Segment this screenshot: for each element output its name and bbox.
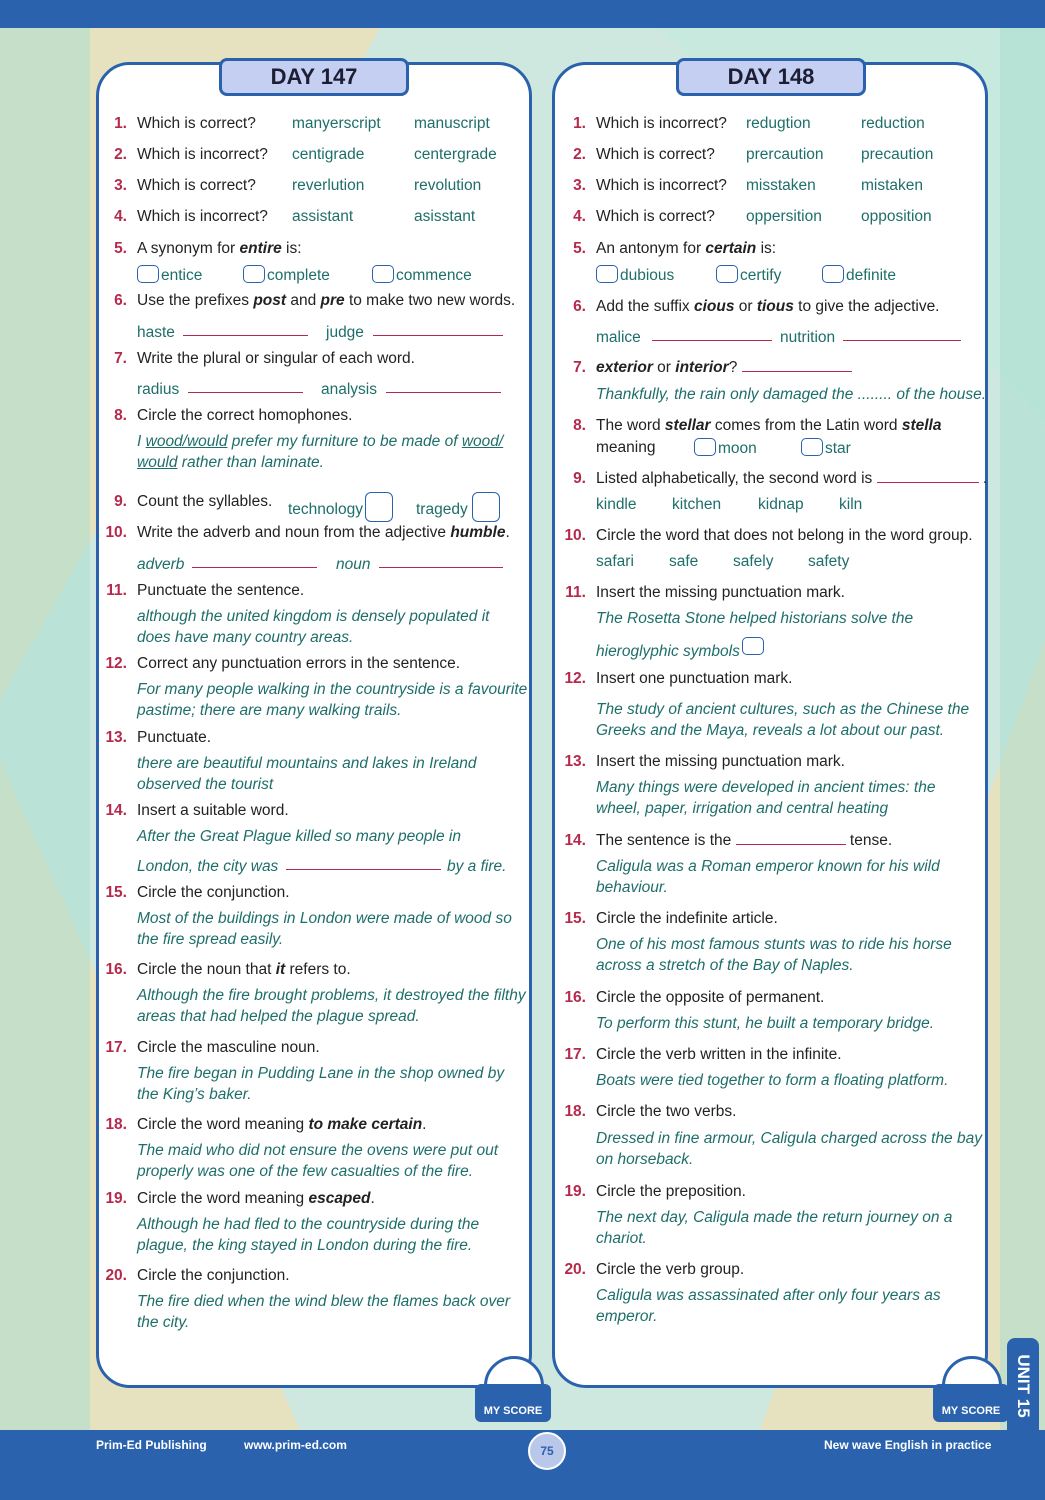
- question-number: 8.: [114, 407, 127, 424]
- question-text: Insert one punctuation mark.: [596, 670, 793, 687]
- option-a[interactable]: misstaken: [746, 177, 816, 194]
- keyword: humble: [450, 524, 506, 541]
- question-number: 7.: [114, 350, 127, 367]
- question-number: 10.: [105, 524, 127, 541]
- question-text: Insert the missing punctuation mark.: [596, 584, 845, 601]
- option-label: star: [825, 440, 851, 457]
- sentence-line-1: Caligula was assassinated after only four years as: [596, 1287, 941, 1304]
- page-number: 75: [528, 1432, 566, 1470]
- checkbox[interactable]: [596, 265, 618, 283]
- option-label: tragedy: [416, 501, 468, 518]
- word-option: kidnap: [758, 496, 804, 513]
- text-part: The word: [596, 417, 665, 434]
- checkbox[interactable]: [372, 265, 394, 283]
- option-definite[interactable]: [822, 265, 896, 286]
- text-part: ?: [728, 359, 738, 376]
- text-part: Listed alphabetically, the second word is: [596, 470, 873, 487]
- question-number: 3.: [114, 177, 127, 194]
- text-part: Circle the word meaning: [137, 1190, 309, 1207]
- word-technology: [288, 492, 393, 522]
- sentence-line-2: across a stretch of the Bay of Naples.: [596, 957, 854, 974]
- keyword: stellar: [664, 417, 711, 434]
- option-label: definite: [846, 267, 896, 284]
- text-part: Use the prefixes: [137, 292, 254, 309]
- sentence-line-1: there are beautiful mountains and lakes in Ireland: [137, 755, 477, 772]
- question-text: [137, 239, 302, 259]
- question-text: Circle the preposition.: [596, 1183, 746, 1200]
- text-part: I: [137, 433, 146, 450]
- text-part: .: [370, 1190, 375, 1207]
- option-label: dubious: [620, 267, 675, 284]
- checkbox[interactable]: [137, 265, 159, 283]
- answer-line[interactable]: [192, 554, 317, 574]
- option-a[interactable]: prercaution: [746, 146, 824, 163]
- word-option[interactable]: safe: [669, 553, 699, 570]
- option-a[interactable]: manyerscript: [292, 115, 381, 132]
- text-part: .: [505, 524, 510, 541]
- question-number: 9.: [114, 493, 127, 510]
- sentence-line-2: behaviour.: [596, 879, 668, 896]
- question-number: 15.: [564, 910, 586, 927]
- sentence-line-2: observed the tourist: [137, 776, 274, 793]
- keyword: escaped: [308, 1190, 371, 1207]
- sentence-line-2b: by a fire.: [447, 858, 507, 875]
- option-a[interactable]: assistant: [292, 208, 354, 225]
- option-b[interactable]: reduction: [861, 115, 925, 132]
- keyword: interior: [675, 359, 729, 376]
- question-text: [137, 291, 515, 311]
- option-commence[interactable]: [372, 265, 472, 286]
- option-certify[interactable]: [716, 265, 781, 286]
- answer-line[interactable]: [379, 554, 503, 574]
- question-text: Which is correct?: [137, 115, 256, 132]
- word-option[interactable]: safety: [808, 553, 850, 570]
- question-number: 15.: [105, 884, 127, 901]
- sentence-line-1: [137, 432, 503, 452]
- keyword: pre: [320, 292, 345, 309]
- sentence-line-2: chariot.: [596, 1230, 647, 1247]
- option-label: moon: [718, 440, 757, 457]
- text-part: hieroglyphic symbols: [596, 643, 740, 660]
- word-option[interactable]: safely: [733, 553, 774, 570]
- question-text: Which is correct?: [137, 177, 256, 194]
- sentence-line-2: Greeks and the Maya, reveals a lot about our past.: [596, 722, 945, 739]
- sentence-line-2: emperor.: [596, 1308, 658, 1325]
- sentence-line-1: Most of the buildings in London were made of wood so: [137, 910, 512, 927]
- question-text: Which is incorrect?: [137, 208, 268, 225]
- sentence-line-1: Boats were tied together to form a floating platform.: [596, 1072, 949, 1089]
- sentence-line-2a: London, the city was: [137, 858, 279, 875]
- question-number: 8.: [573, 417, 586, 434]
- keyword: tious: [756, 298, 794, 315]
- question-number: 9.: [573, 470, 586, 487]
- answer-line[interactable]: [877, 469, 979, 483]
- day-148-title: DAY 148: [676, 58, 866, 96]
- punctuation-box[interactable]: [742, 637, 764, 655]
- sentence-line-1: Many things were developed in ancient times: the: [596, 779, 936, 796]
- text-part: Write the adverb and noun from the adjective: [137, 524, 451, 541]
- question-text: Circle the verb written in the infinite.: [596, 1046, 842, 1063]
- keyword: entire: [239, 240, 282, 257]
- unit-label: UNIT 15: [1014, 1354, 1033, 1418]
- question-number: 13.: [564, 753, 586, 770]
- question-text: Circle the masculine noun.: [137, 1039, 320, 1056]
- sentence-line-1: The next day, Caligula made the return journey on a: [596, 1209, 953, 1226]
- question-text: Circle the indefinite article.: [596, 910, 778, 927]
- question-text: Circle the conjunction.: [137, 1267, 290, 1284]
- option-complete[interactable]: [243, 265, 330, 286]
- sentence-line-1: The Rosetta Stone helped historians solve the: [596, 610, 914, 627]
- sentence-line-1: One of his most famous stunts was to ride his horse: [596, 936, 952, 953]
- text-part: to make two new words.: [344, 292, 516, 309]
- sentence-line-2: areas that had helped the plague spread.: [137, 1008, 420, 1025]
- keyword: stella: [901, 417, 942, 434]
- question-text: Which is incorrect?: [137, 146, 268, 163]
- question-number: 12.: [105, 655, 127, 672]
- label-noun: noun: [336, 556, 371, 573]
- question-number: 10.: [564, 527, 586, 544]
- text-part: and: [286, 292, 321, 309]
- text-part: comes from the Latin word: [710, 417, 902, 434]
- sentence-line-1: The maid who did not ensure the ovens were put out: [137, 1142, 499, 1159]
- word-judge: judge: [326, 324, 364, 341]
- question-number: 16.: [105, 961, 127, 978]
- word-malice: malice: [596, 329, 641, 346]
- question-number: 11.: [106, 582, 127, 599]
- option-label: complete: [267, 267, 330, 284]
- text-part: or: [652, 359, 676, 376]
- text-part: is:: [281, 240, 302, 257]
- sentence-line-2: on horseback.: [596, 1151, 694, 1168]
- answer-line[interactable]: [736, 831, 846, 845]
- question-text: [137, 523, 510, 543]
- question-text: [596, 239, 776, 259]
- question-text: [596, 831, 892, 851]
- sentence-line-1: Although the fire brought problems, it destroyed the filthy: [137, 987, 526, 1004]
- sentence-line-2: wheel, paper, irrigation and central heating: [596, 800, 889, 817]
- option-b[interactable]: revolution: [414, 177, 482, 194]
- keyword: exterior: [596, 359, 653, 376]
- sentence-line-1: The fire began in Pudding Lane in the shop owned by: [137, 1065, 505, 1082]
- question-text: Insert the missing punctuation mark.: [596, 753, 845, 770]
- book-title: New wave English in practice: [824, 1438, 992, 1452]
- publisher-url[interactable]: www.prim-ed.com: [244, 1438, 347, 1452]
- question-number: 2.: [114, 146, 127, 163]
- answer-line[interactable]: [188, 379, 303, 399]
- option-b[interactable]: asisstant: [414, 208, 476, 225]
- question-number: 19.: [105, 1190, 127, 1207]
- question-text: Punctuate.: [137, 729, 212, 746]
- homophone-choice[interactable]: would: [137, 454, 178, 471]
- text-part: or: [734, 298, 757, 315]
- option-dubious[interactable]: [596, 265, 674, 286]
- question-number: 7.: [573, 359, 586, 376]
- question-number: 17.: [564, 1046, 586, 1063]
- text-part: Add the suffix: [596, 298, 694, 315]
- question-text: Which is incorrect?: [596, 177, 727, 194]
- question-number: 6.: [114, 292, 127, 309]
- option-label: entice: [161, 267, 203, 284]
- text-part: tense.: [849, 832, 893, 849]
- word-option: kitchen: [672, 496, 722, 513]
- text-part: prefer my furniture to be made of: [227, 433, 462, 450]
- question-text: [596, 297, 940, 317]
- question-text: Circle the correct homophones.: [137, 407, 353, 424]
- unit-tab: [1007, 1338, 1039, 1434]
- question-text: Which is correct?: [596, 208, 715, 225]
- sentence-line-2: [596, 637, 766, 662]
- answer-line[interactable]: [652, 327, 772, 347]
- question-number: 5.: [573, 240, 586, 257]
- option-b[interactable]: opposition: [861, 208, 932, 225]
- text-part: rather than laminate.: [177, 454, 324, 471]
- sentence-line-1: To perform this stunt, he built a temporary bridge.: [596, 1015, 935, 1032]
- sentence-line-1: For many people walking in the countryside is a favourite: [137, 681, 528, 698]
- question-number: 12.: [564, 670, 586, 687]
- question-number: 1.: [573, 115, 586, 132]
- option-a[interactable]: oppersition: [746, 208, 822, 225]
- question-text: [137, 1189, 375, 1209]
- sentence-line-1: although the united kingdom is densely populated it: [137, 608, 490, 625]
- option-a[interactable]: redugtion: [746, 115, 811, 132]
- checkbox[interactable]: [243, 265, 265, 283]
- checkbox[interactable]: [694, 438, 716, 456]
- question-text: Circle the verb group.: [596, 1261, 745, 1278]
- text-part: .: [982, 470, 988, 487]
- sentence-line-2: the King’s baker.: [137, 1086, 252, 1103]
- question-number: 20.: [105, 1267, 127, 1284]
- word-haste: haste: [137, 324, 175, 341]
- day-147-title: DAY 147: [219, 58, 409, 96]
- word-analysis: analysis: [321, 381, 377, 398]
- keyword: post: [253, 292, 287, 309]
- option-b[interactable]: manuscript: [414, 115, 490, 132]
- sentence-line-1: Dressed in fine armour, Caligula charged across the bay: [596, 1130, 982, 1147]
- keyword: certain: [705, 240, 757, 257]
- text-part: refers to.: [285, 961, 351, 978]
- question-number: 4.: [573, 208, 586, 225]
- option-label: certify: [740, 267, 782, 284]
- syllable-box[interactable]: [365, 492, 393, 522]
- question-text: [596, 469, 987, 489]
- text-part: Circle the word meaning: [137, 1116, 309, 1133]
- question-text: [137, 1115, 426, 1135]
- word-radius: radius: [137, 381, 180, 398]
- word-option[interactable]: safari: [596, 553, 634, 570]
- question-number: 3.: [573, 177, 586, 194]
- option-b[interactable]: precaution: [861, 146, 934, 163]
- answer-line[interactable]: [373, 322, 503, 342]
- question-number: 13.: [105, 729, 127, 746]
- question-number: 14.: [564, 832, 586, 849]
- question-text: Circle the two verbs.: [596, 1103, 737, 1120]
- sentence-line-1: Thankfully, the rain only damaged the ........ of the house.: [596, 386, 987, 403]
- option-label: technology: [288, 501, 363, 518]
- question-text: Insert a suitable word.: [137, 802, 289, 819]
- option-a[interactable]: centigrade: [292, 146, 365, 163]
- keyword: to make certain: [308, 1116, 423, 1133]
- checkbox[interactable]: [716, 265, 738, 283]
- option-label: commence: [396, 267, 472, 284]
- question-text: Write the plural or singular of each word.: [137, 350, 415, 367]
- question-number: 20.: [564, 1261, 586, 1278]
- my-score-label-right: MY SCORE: [933, 1384, 1009, 1422]
- footer: [0, 1430, 1045, 1500]
- sentence-line-2: plague, the king stayed in London during the fire.: [137, 1237, 473, 1254]
- question-text: Punctuate the sentence.: [137, 582, 305, 599]
- word-tragedy: [416, 492, 500, 522]
- my-score-label-left: MY SCORE: [475, 1384, 551, 1422]
- sentence-line-2: does have many country areas.: [137, 629, 354, 646]
- sentence-line-1: The fire died when the wind blew the flames back over: [137, 1293, 511, 1310]
- sentence-line-2: the fire spread easily.: [137, 931, 284, 948]
- question-number: 19.: [564, 1183, 586, 1200]
- question-text-line-2: meaning: [596, 439, 656, 456]
- sentence-line-2: properly was one of the few casualties of the fire.: [137, 1163, 474, 1180]
- text-part: The sentence is the: [596, 832, 732, 849]
- checkbox[interactable]: [822, 265, 844, 283]
- question-text: Circle the conjunction.: [137, 884, 290, 901]
- option-moon[interactable]: [694, 438, 757, 459]
- question-text: Circle the opposite of permanent.: [596, 989, 825, 1006]
- option-a[interactable]: reverlution: [292, 177, 365, 194]
- question-text: [596, 358, 852, 378]
- option-b[interactable]: centergrade: [414, 146, 497, 163]
- option-star[interactable]: [801, 438, 851, 459]
- question-number: 14.: [105, 802, 127, 819]
- sentence-line-1: The study of ancient cultures, such as the Chinese the: [596, 701, 970, 718]
- question-number: 1.: [114, 115, 127, 132]
- text-part: Circle the noun that: [137, 961, 276, 978]
- syllable-box[interactable]: [472, 492, 500, 522]
- answer-line[interactable]: [843, 327, 961, 347]
- question-text: Count the syllables.: [137, 493, 273, 510]
- answer-line[interactable]: [183, 322, 308, 342]
- sentence-line-1: Although he had fled to the countryside during the: [137, 1216, 480, 1233]
- answer-line[interactable]: [742, 358, 852, 372]
- question-text: [596, 416, 941, 436]
- question-number: 18.: [105, 1116, 127, 1133]
- homophone-choice[interactable]: wood/: [461, 433, 504, 450]
- question-number: 11.: [565, 584, 586, 601]
- sentence-line-2: pastime; there are many walking trails.: [137, 702, 402, 719]
- sentence-line-1: Caligula was a Roman emperor known for his wild: [596, 858, 940, 875]
- homophone-choice[interactable]: wood/would: [145, 433, 228, 450]
- question-number: 6.: [573, 298, 586, 315]
- publisher-name: Prim-Ed Publishing: [96, 1438, 207, 1452]
- word-option: kindle: [596, 496, 637, 513]
- question-text: Which is incorrect?: [596, 115, 727, 132]
- sentence-line-2: [137, 453, 324, 473]
- checkbox[interactable]: [801, 438, 823, 456]
- question-number: 16.: [564, 989, 586, 1006]
- text-part: A synonym for: [137, 240, 240, 257]
- question-number: 18.: [564, 1103, 586, 1120]
- sentence-line-1: After the Great Plague killed so many people in: [137, 828, 461, 845]
- question-text: Correct any punctuation errors in the sentence.: [137, 655, 461, 672]
- text-part: is:: [756, 240, 777, 257]
- text-part: .: [422, 1116, 427, 1133]
- word-option: kiln: [839, 496, 863, 513]
- question-number: 2.: [573, 146, 586, 163]
- answer-line[interactable]: [286, 856, 441, 876]
- text-part: to give the adjective.: [793, 298, 940, 315]
- word-nutrition: nutrition: [780, 329, 836, 346]
- top-bar: [0, 0, 1045, 28]
- label-adverb: adverb: [137, 556, 185, 573]
- question-number: 5.: [114, 240, 127, 257]
- question-text: Circle the word that does not belong in the word group.: [596, 527, 973, 544]
- question-text: Which is correct?: [596, 146, 715, 163]
- option-b[interactable]: mistaken: [861, 177, 924, 194]
- question-text: [137, 960, 351, 980]
- text-part: An antonym for: [596, 240, 706, 257]
- keyword: it: [275, 961, 286, 978]
- option-entice[interactable]: [137, 265, 202, 286]
- sentence-line-2: the city.: [137, 1314, 190, 1331]
- answer-line[interactable]: [386, 379, 501, 399]
- question-number: 4.: [114, 208, 127, 225]
- question-number: 17.: [105, 1039, 127, 1056]
- keyword: cious: [693, 298, 735, 315]
